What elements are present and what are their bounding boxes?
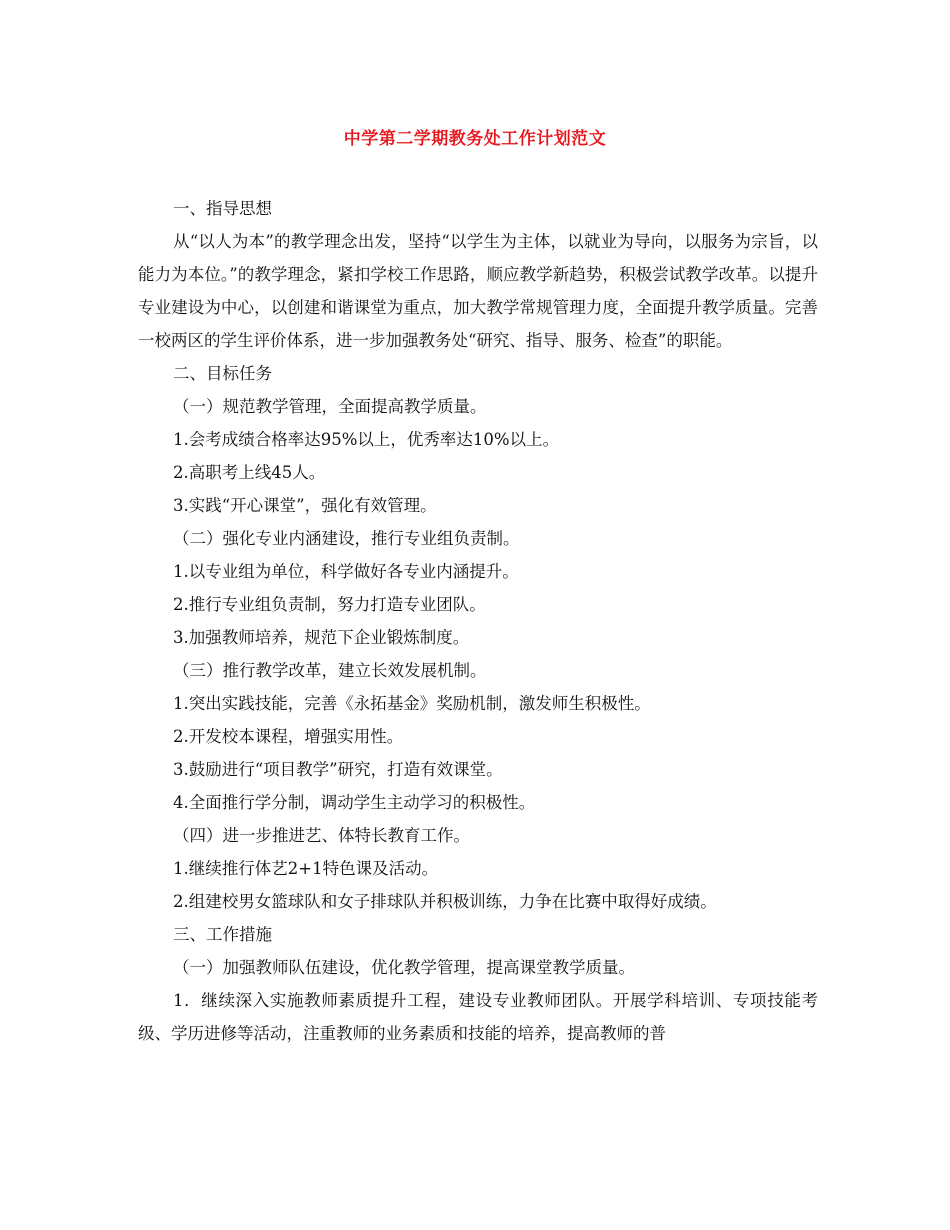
list-item: 3.鼓励进行“项目教学”研究，打造有效课堂。 bbox=[173, 760, 503, 779]
list-item: 1.继续推行体艺2+1特色课及活动。 bbox=[173, 859, 439, 878]
paragraph-measure-1-1: 1．继续深入实施教师素质提升工程，建设专业教师团队。开展学科培训、专项技能考级、学历进修等活动，注重教师的业务素质和技能的培养，提高教师的普 bbox=[138, 991, 818, 1043]
list-item: 2.高职考上线45人。 bbox=[173, 463, 326, 482]
subheading-measure-1: （一）加强教师队伍建设，优化教学管理，提高课堂教学质量。 bbox=[173, 958, 635, 977]
subheading-goal-4: （四）进一步推进艺、体特长教育工作。 bbox=[173, 826, 470, 845]
list-item: 3.实践“开心课堂”，强化有效管理。 bbox=[173, 496, 437, 515]
list-item: 2.组建校男女篮球队和女子排球队并积极训练，力争在比赛中取得好成绩。 bbox=[173, 892, 717, 911]
list-item: 1.以专业组为单位，科学做好各专业内涵提升。 bbox=[173, 562, 519, 581]
subheading-goal-3: （三）推行教学改革，建立长效发展机制。 bbox=[173, 661, 487, 680]
list-item: 3.加强教师培养，规范下企业锻炼制度。 bbox=[173, 628, 470, 647]
document-body bbox=[138, 192, 818, 1050]
subheading-goal-2: （二）强化专业内涵建设，推行专业组负责制。 bbox=[173, 529, 520, 548]
heading-guiding-ideology: 一、指导思想 bbox=[173, 199, 272, 218]
document-title: 中学第二学期教务处工作计划范文 bbox=[343, 129, 607, 149]
paragraph-guiding-ideology: 从“以人为本”的教学理念出发，坚持“以学生为主体，以就业为导向，以服务为宗旨，以能力为本位。”的教学理念，紧扣学校工作思路，顺应教学新趋势，积极尝试教学改革。以提升专业建设为中心，以创建和谐课堂为重点，加大教学常规管理力度，全面提升教学质量。完善一校两区的学生评价体系，进一步加强教务处“研究、指导、服务、检查”的职能。 bbox=[138, 232, 818, 350]
list-item: 1.会考成绩合格率达95%以上，优秀率达10%以上。 bbox=[173, 430, 560, 449]
subheading-goal-1: （一）规范教学管理，全面提高教学质量。 bbox=[173, 397, 487, 416]
list-item: 1.突出实践技能，完善《永拓基金》奖励机制，激发师生积极性。 bbox=[173, 694, 651, 713]
list-item: 2.开发校本课程，增强实用性。 bbox=[173, 727, 404, 746]
heading-goals: 二、目标任务 bbox=[173, 364, 272, 383]
list-item: 2.推行专业组负责制，努力打造专业团队。 bbox=[173, 595, 486, 614]
heading-measures: 三、工作措施 bbox=[173, 925, 272, 944]
list-item: 4.全面推行学分制，调动学生主动学习的积极性。 bbox=[173, 793, 536, 812]
